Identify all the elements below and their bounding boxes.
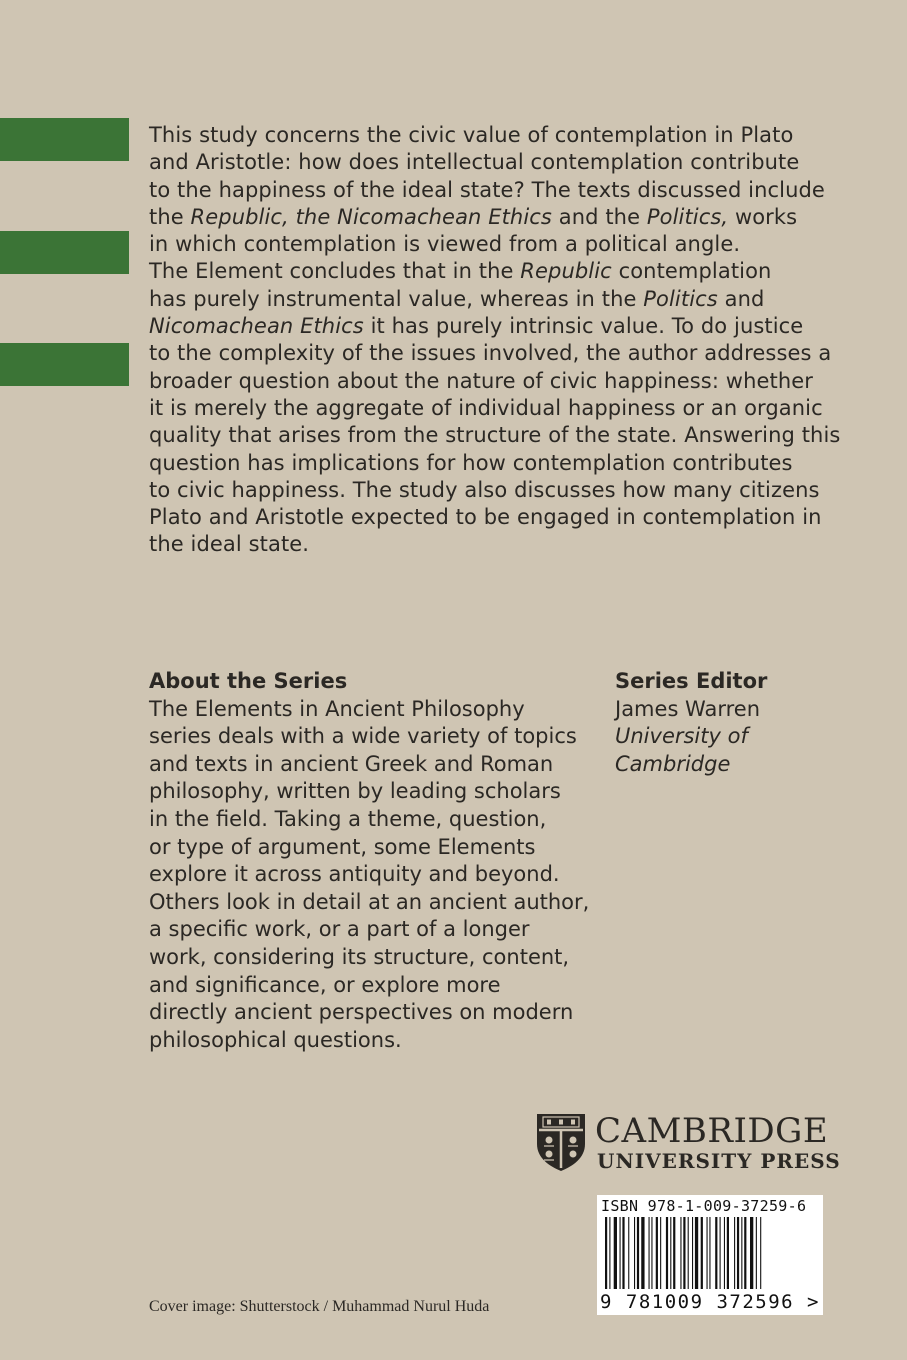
blurb-line: The Element concludes that in the Republic contemplation — [149, 259, 772, 284]
blurb-line: Plato and Aristotle expected to be engaged in contemplation in — [149, 505, 822, 530]
about-line: explore it across antiquity and beyond. — [149, 862, 560, 887]
publisher-subname: UNIVERSITY PRESS — [597, 1149, 841, 1173]
about-line: in the field. Taking a theme, question, — [149, 806, 547, 831]
publisher-name: CAMBRIDGE — [595, 1111, 829, 1151]
editor-affiliation: Cambridge — [615, 751, 731, 776]
blurb-line: and Aristotle: how does intellectual contemplation contribute — [149, 150, 800, 175]
editor-name: James Warren — [615, 696, 761, 721]
isbn-label: ISBN 978-1-009-37259-6 — [601, 1197, 807, 1215]
about-line: Others look in detail at an ancient author, — [149, 889, 590, 914]
about-line: directly ancient perspectives on modern — [149, 1000, 574, 1025]
blurb-line: the ideal state. — [149, 532, 310, 557]
about-line: philosophy, written by leading scholars — [149, 779, 561, 804]
blurb-line: to the complexity of the issues involved, the author addresses a — [149, 341, 832, 366]
accent-bar-1 — [0, 118, 129, 161]
blurb-line: in which contemplation is viewed from a political angle. — [149, 232, 741, 257]
about-line: or type of argument, some Elements — [149, 834, 536, 859]
editor-affiliation: University of — [615, 724, 748, 749]
about-line: and texts in ancient Greek and Roman — [149, 751, 554, 776]
about-line: series deals with a wide variety of topics — [149, 724, 577, 749]
barcode-icon — [597, 1215, 823, 1291]
about-the-series — [149, 668, 589, 1054]
blurb-line: Nicomachean Ethics it has purely intrinsic value. To do justice — [149, 314, 804, 339]
series-editor — [615, 668, 865, 778]
isbn-barcode — [597, 1195, 823, 1315]
about-line: The Elements in Ancient Philosophy — [149, 696, 525, 721]
crest-icon — [535, 1112, 587, 1172]
cover-credit: Cover image: Shutterstock / Muhammad Nurul Huda — [149, 1298, 490, 1315]
blurb-line: it is merely the aggregate of individual happiness or an organic — [149, 395, 823, 420]
blurb-line: the Republic, the Nicomachean Ethics and the Politics, works — [149, 204, 798, 229]
about-line: work, considering its structure, content, — [149, 944, 570, 969]
blurb-line: broader question about the nature of civic happiness: whether — [149, 368, 813, 393]
blurb-line: question has implications for how contemplation contributes — [149, 450, 793, 475]
blurb-line: This study concerns the civic value of contemplation in Plato — [149, 123, 794, 147]
about-line: philosophical questions. — [149, 1027, 402, 1052]
book-blurb — [149, 122, 839, 559]
blurb-line: to the happiness of the ideal state? The texts discussed include — [149, 177, 825, 202]
publisher-logo — [535, 1111, 841, 1174]
ean-digits: 9 781009 372596 > — [600, 1291, 820, 1313]
blurb-line: to civic happiness. The study also discusses how many citizens — [149, 477, 820, 502]
blurb-line: has purely instrumental value, whereas in the Politics and — [149, 286, 765, 311]
about-heading: About the Series — [149, 669, 348, 693]
blurb-line: quality that arises from the structure of the state. Answering this — [149, 423, 841, 448]
about-line: a specific work, or a part of a longer — [149, 917, 530, 942]
editor-heading: Series Editor — [615, 669, 768, 693]
about-line: and significance, or explore more — [149, 972, 501, 997]
accent-bar-2 — [0, 231, 129, 274]
accent-bar-3 — [0, 343, 129, 386]
